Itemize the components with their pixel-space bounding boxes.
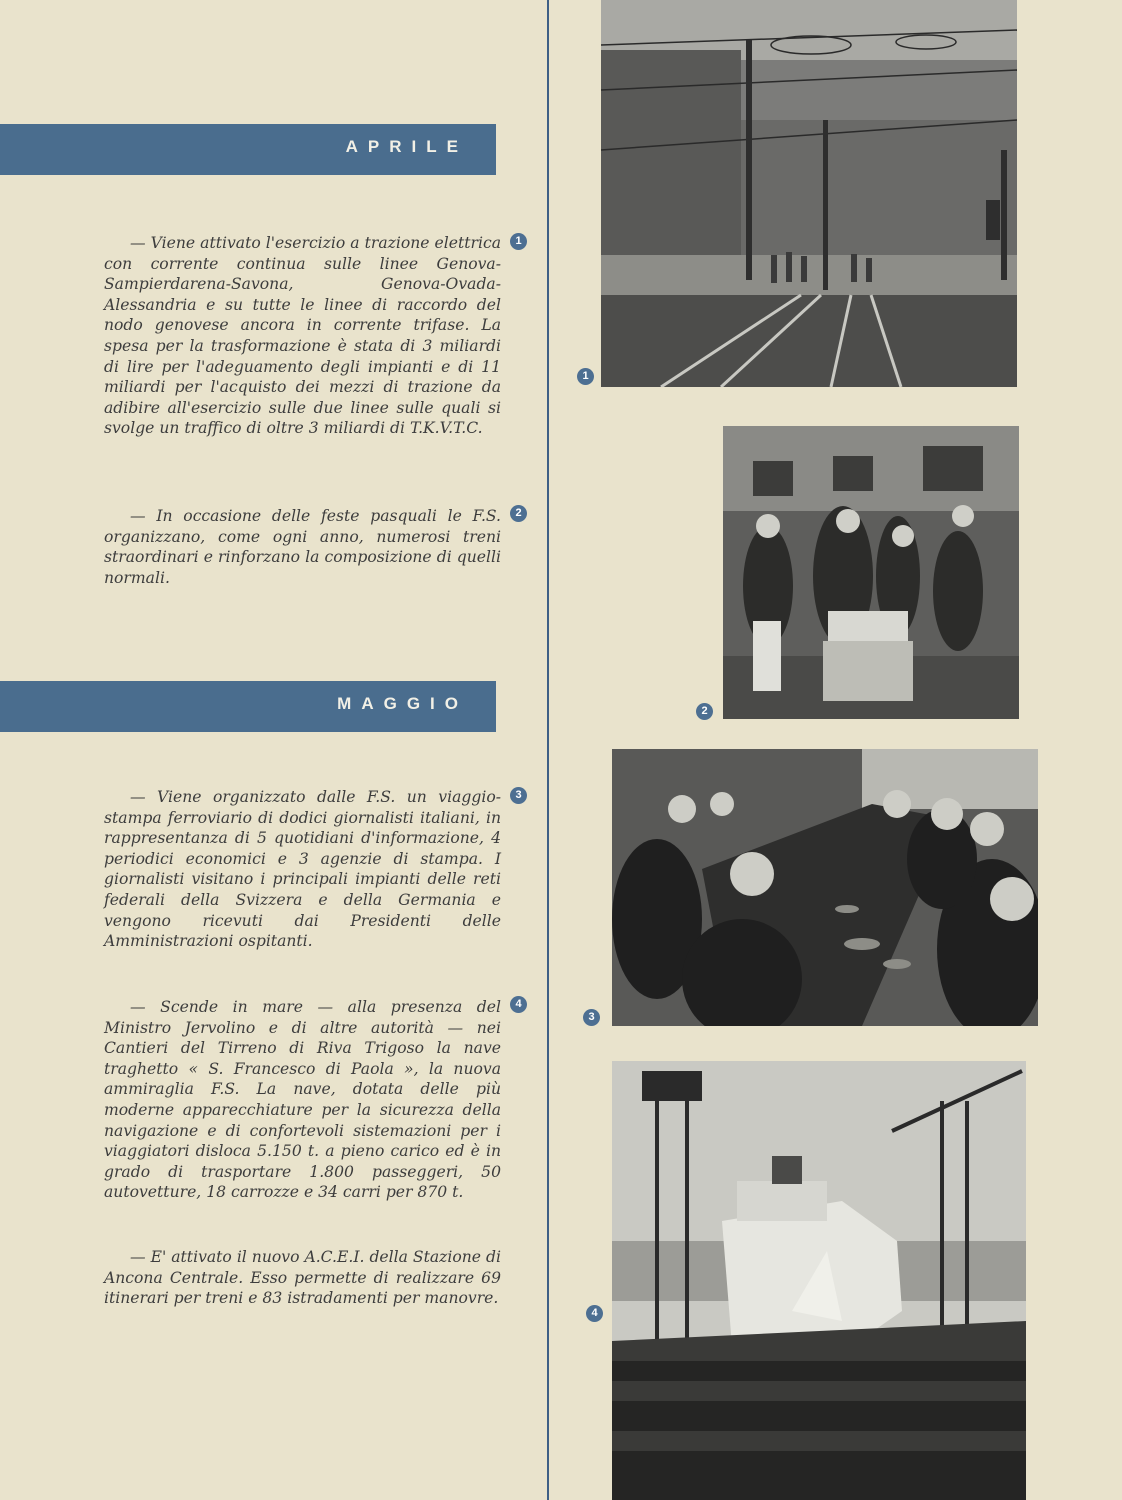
photo-marker: 3 [583,1009,600,1026]
entry-marker: 2 [510,505,527,522]
entry-paragraph: — In occasione delle feste pasquali le F.S. organizzano, come ogni anno, numerosi treni straordinari e rinforzano la composizione di quelli normali. [104,507,501,587]
photo-ship-launch [612,1061,1026,1500]
photo-press-meeting [612,749,1038,1026]
photo-marker: 4 [586,1305,603,1322]
entry-paragraph: — Scende in mare — alla presenza del Ministro Jervolino e di altre autorità — nei Cantieri del Tirreno di Riva Trigoso la nave traghetto « S. Francesco di Paola », la nuova ammiraglia F.S. La nave, dotata delle più moderne apparecchiature per la sicurezza della navigazione e di confortevoli sistemazioni per i viaggiatori disloca 5.150 t. a pieno carico ed è in grado di trasportare 1.800 passeggeri, 50 autovetture, 18 carrozze e 34 carri per 870 t. [104,998,501,1202]
photo-station-electrification [601,0,1017,387]
entry-paragraph: — Viene attivato l'esercizio a trazione elettrica con corrente continua sulle linee Genova-Sampierdarena-Savona, Genova-Ovada-Alessandria e su tutte le linee di raccordo del nodo genovese ancora in corrente trifase. La spesa per la trasformazione è stata di 3 miliardi di lire per l'adeguamento degli impianti e di 11 miliardi per l'acquisto dei mezzi di trazione da adibire all'esercizio sulle due linee sulle quali si svolge un traffico di oltre 3 miliardi di T.K.V.T.C. [104,234,501,438]
entry-paragraph: — Viene organizzato dalle F.S. un viaggio-stampa ferroviario di dodici giornalisti italiani, in rappresentanza di 5 quotidiani d'informazione, 4 periodici economici e 3 agenzie di stampa. I giornalisti visitano i principali impianti delle reti federali della Svizzera e della Germania e vengono ricevuti dai Presidenti delle Amministrazioni ospitanti. [104,788,501,951]
month-label: APRILE [345,137,468,156]
month-banner-aprile [0,124,496,175]
month-label: MAGGIO [337,694,468,713]
column-divider [547,0,549,1500]
month-banner-maggio [0,681,496,732]
entry-paragraph: — E' attivato il nuovo A.C.E.I. della Stazione di Ancona Centrale. Esso permette di realizzare 69 itinerari per treni e 83 istradamenti per manovre. [104,1248,501,1308]
entry-marker: 1 [510,233,527,250]
entry-marker: 4 [510,996,527,1013]
photo-easter-travellers [723,426,1019,719]
entry-marker: 3 [510,787,527,804]
photo-marker: 1 [577,368,594,385]
photo-marker: 2 [696,703,713,720]
